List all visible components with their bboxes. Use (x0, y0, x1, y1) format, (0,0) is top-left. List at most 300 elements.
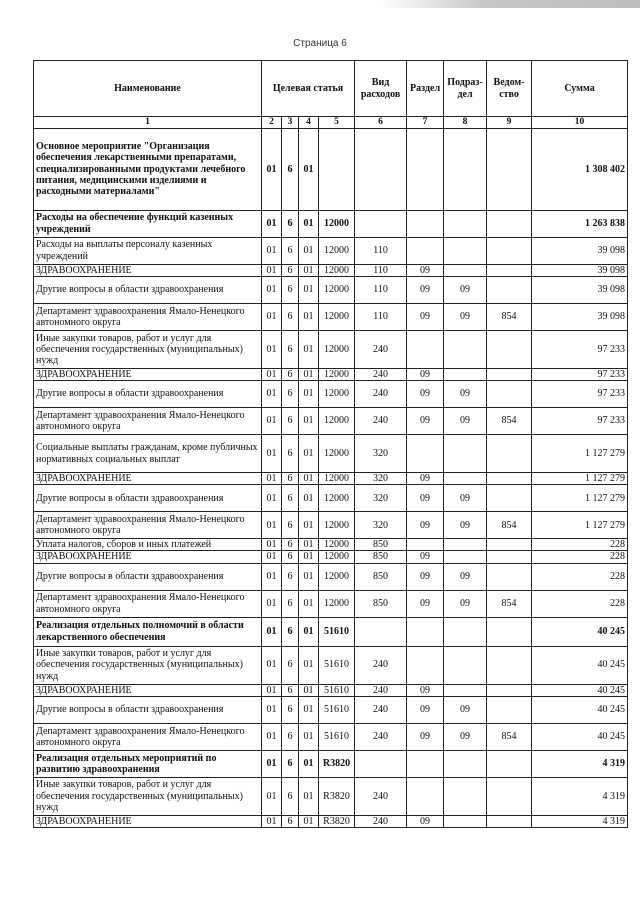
target-code-direction: 12000 (319, 485, 355, 512)
table-body (34, 128, 628, 827)
target-code-program: 01 (262, 128, 282, 210)
column-number: 4 (299, 117, 319, 129)
table-row (34, 276, 628, 303)
section-code (407, 777, 444, 815)
section-code: 09 (407, 696, 444, 723)
expense-type-code: 110 (355, 303, 407, 330)
table-row (34, 128, 628, 210)
table-row (34, 485, 628, 512)
department-code (487, 264, 532, 276)
department-code (487, 276, 532, 303)
expense-type-code: 850 (355, 590, 407, 617)
column-number: 6 (355, 117, 407, 129)
target-code-program: 01 (262, 696, 282, 723)
section-code: 09 (407, 408, 444, 435)
subsection-code: 09 (444, 303, 487, 330)
section-code (407, 435, 444, 473)
department-code (487, 330, 532, 368)
column-number: 10 (532, 117, 628, 129)
row-name: Реализация отдельных мероприятий по развитию здравоохранения (34, 750, 262, 777)
table-row (34, 777, 628, 815)
subsection-code (444, 210, 487, 237)
column-number: 9 (487, 117, 532, 129)
department-code (487, 777, 532, 815)
row-name: Иные закупки товаров, работ и услуг для обеспечения государственных (муниципальных) нужд (34, 330, 262, 368)
amount-value: 40 245 (532, 696, 628, 723)
department-code (487, 473, 532, 485)
target-code-direction: 12000 (319, 330, 355, 368)
header-name: Наименование (34, 61, 262, 117)
section-code (407, 617, 444, 646)
row-name: Социальные выплаты гражданам, кроме публичных нормативных социальных выплат (34, 435, 262, 473)
section-code: 09 (407, 473, 444, 485)
scan-edge-shadow (380, 0, 640, 8)
column-number-row (34, 117, 628, 129)
department-code (487, 485, 532, 512)
amount-value: 1 127 279 (532, 512, 628, 539)
expense-type-code: 850 (355, 551, 407, 563)
section-code: 09 (407, 303, 444, 330)
section-code (407, 750, 444, 777)
target-code-subprogram: 6 (282, 563, 299, 590)
target-code-event: 01 (299, 210, 319, 237)
target-code-subprogram: 6 (282, 276, 299, 303)
target-code-program: 01 (262, 485, 282, 512)
table-row (34, 264, 628, 276)
target-code-program: 01 (262, 512, 282, 539)
section-code: 09 (407, 381, 444, 408)
target-code-subprogram: 6 (282, 128, 299, 210)
department-code (487, 750, 532, 777)
row-name: Департамент здравоохранения Ямало-Ненецкого автономного округа (34, 590, 262, 617)
section-code: 09 (407, 551, 444, 563)
target-code-event: 01 (299, 408, 319, 435)
expense-type-code: 110 (355, 276, 407, 303)
table-row (34, 723, 628, 750)
expense-type-code (355, 210, 407, 237)
row-name: ЗДРАВООХРАНЕНИЕ (34, 368, 262, 380)
amount-value: 40 245 (532, 646, 628, 684)
table-row (34, 435, 628, 473)
target-code-direction: 51610 (319, 684, 355, 696)
target-code-subprogram: 6 (282, 539, 299, 551)
target-code-event: 01 (299, 276, 319, 303)
subsection-code: 09 (444, 408, 487, 435)
department-code (487, 381, 532, 408)
target-code-event: 01 (299, 750, 319, 777)
department-code (487, 646, 532, 684)
amount-value: 4 319 (532, 777, 628, 815)
table-row (34, 381, 628, 408)
target-code-event: 01 (299, 696, 319, 723)
target-code-direction: 12000 (319, 381, 355, 408)
target-code-direction: 12000 (319, 303, 355, 330)
subsection-code (444, 473, 487, 485)
target-code-subprogram: 6 (282, 696, 299, 723)
amount-value: 1 263 838 (532, 210, 628, 237)
target-code-program: 01 (262, 264, 282, 276)
table-row (34, 551, 628, 563)
target-code-event: 01 (299, 723, 319, 750)
department-code (487, 539, 532, 551)
row-name: Другие вопросы в области здравоохранения (34, 276, 262, 303)
target-code-subprogram: 6 (282, 368, 299, 380)
row-name: Другие вопросы в области здравоохранения (34, 381, 262, 408)
department-code: 854 (487, 408, 532, 435)
expense-type-code: 110 (355, 264, 407, 276)
target-code-event: 01 (299, 684, 319, 696)
target-code-program: 01 (262, 750, 282, 777)
target-code-program: 01 (262, 551, 282, 563)
row-name: Расходы на выплаты персоналу казенных учреждений (34, 237, 262, 264)
target-code-subprogram: 6 (282, 551, 299, 563)
target-code-program: 01 (262, 381, 282, 408)
section-code (407, 330, 444, 368)
subsection-code (444, 368, 487, 380)
subsection-code (444, 128, 487, 210)
target-code-direction (319, 128, 355, 210)
subsection-code: 09 (444, 512, 487, 539)
target-code-direction: 12000 (319, 237, 355, 264)
target-code-program: 01 (262, 617, 282, 646)
department-code (487, 551, 532, 563)
expense-type-code: 240 (355, 723, 407, 750)
expense-type-code (355, 617, 407, 646)
table-row (34, 512, 628, 539)
row-name: Другие вопросы в области здравоохранения (34, 563, 262, 590)
target-code-program: 01 (262, 590, 282, 617)
department-code: 854 (487, 512, 532, 539)
target-code-subprogram: 6 (282, 777, 299, 815)
subsection-code: 09 (444, 381, 487, 408)
target-code-program: 01 (262, 408, 282, 435)
section-code (407, 237, 444, 264)
target-code-direction: 12000 (319, 590, 355, 617)
target-code-direction: 12000 (319, 512, 355, 539)
target-code-direction: 51610 (319, 723, 355, 750)
header-amount: Сумма (532, 61, 628, 117)
amount-value: 97 233 (532, 381, 628, 408)
department-code: 854 (487, 303, 532, 330)
expense-type-code: 850 (355, 563, 407, 590)
table-row (34, 815, 628, 827)
target-code-subprogram: 6 (282, 684, 299, 696)
target-code-direction: 12000 (319, 473, 355, 485)
target-code-subprogram: 6 (282, 210, 299, 237)
subsection-code (444, 646, 487, 684)
amount-value: 40 245 (532, 617, 628, 646)
section-code: 09 (407, 368, 444, 380)
amount-value: 39 098 (532, 264, 628, 276)
amount-value: 97 233 (532, 408, 628, 435)
subsection-code: 09 (444, 485, 487, 512)
subsection-code: 09 (444, 590, 487, 617)
column-number: 3 (282, 117, 299, 129)
amount-value: 4 319 (532, 750, 628, 777)
department-code (487, 435, 532, 473)
department-code (487, 684, 532, 696)
expense-type-code: 240 (355, 815, 407, 827)
target-code-event: 01 (299, 512, 319, 539)
expense-type-code: 240 (355, 368, 407, 380)
target-code-direction: 12000 (319, 408, 355, 435)
target-code-direction: 12000 (319, 368, 355, 380)
target-code-subprogram: 6 (282, 512, 299, 539)
table-row (34, 408, 628, 435)
subsection-code (444, 539, 487, 551)
department-code (487, 563, 532, 590)
department-code: 854 (487, 723, 532, 750)
department-code (487, 696, 532, 723)
target-code-subprogram: 6 (282, 590, 299, 617)
target-code-program: 01 (262, 303, 282, 330)
header-department: Ведом-ство (487, 61, 532, 117)
table-row (34, 368, 628, 380)
row-name: ЗДРАВООХРАНЕНИЕ (34, 815, 262, 827)
target-code-subprogram: 6 (282, 723, 299, 750)
target-code-event: 01 (299, 264, 319, 276)
expense-type-code: 240 (355, 330, 407, 368)
target-code-program: 01 (262, 539, 282, 551)
row-name: Уплата налогов, сборов и иных платежей (34, 539, 262, 551)
target-code-event: 01 (299, 368, 319, 380)
subsection-code (444, 684, 487, 696)
subsection-code (444, 264, 487, 276)
target-code-direction: 12000 (319, 210, 355, 237)
target-code-direction: R3820 (319, 815, 355, 827)
table-row (34, 563, 628, 590)
expense-type-code: 320 (355, 473, 407, 485)
table-row (34, 303, 628, 330)
target-code-program: 01 (262, 815, 282, 827)
target-code-event: 01 (299, 435, 319, 473)
target-code-direction: R3820 (319, 750, 355, 777)
target-code-event: 01 (299, 539, 319, 551)
row-name: Департамент здравоохранения Ямало-Ненецкого автономного округа (34, 512, 262, 539)
subsection-code (444, 617, 487, 646)
subsection-code (444, 551, 487, 563)
target-code-subprogram: 6 (282, 303, 299, 330)
subsection-code (444, 815, 487, 827)
department-code (487, 128, 532, 210)
target-code-event: 01 (299, 381, 319, 408)
section-code (407, 539, 444, 551)
section-code (407, 646, 444, 684)
target-code-program: 01 (262, 276, 282, 303)
amount-value: 1 127 279 (532, 435, 628, 473)
target-code-direction: R3820 (319, 777, 355, 815)
target-code-direction: 51610 (319, 617, 355, 646)
target-code-direction: 12000 (319, 539, 355, 551)
expense-type-code: 240 (355, 408, 407, 435)
target-code-program: 01 (262, 368, 282, 380)
amount-value: 1 127 279 (532, 473, 628, 485)
department-code (487, 368, 532, 380)
row-name: Расходы на обеспечение функций казенных учреждений (34, 210, 262, 237)
target-code-subprogram: 6 (282, 237, 299, 264)
subsection-code: 09 (444, 276, 487, 303)
target-code-program: 01 (262, 210, 282, 237)
amount-value: 97 233 (532, 330, 628, 368)
department-code (487, 815, 532, 827)
department-code (487, 210, 532, 237)
row-name: Другие вопросы в области здравоохранения (34, 485, 262, 512)
department-code (487, 237, 532, 264)
column-number: 5 (319, 117, 355, 129)
row-name: ЗДРАВООХРАНЕНИЕ (34, 473, 262, 485)
column-number: 1 (34, 117, 262, 129)
column-number: 7 (407, 117, 444, 129)
subsection-code (444, 750, 487, 777)
section-code (407, 128, 444, 210)
table-row (34, 646, 628, 684)
target-code-direction: 12000 (319, 435, 355, 473)
amount-value: 228 (532, 590, 628, 617)
row-name: Департамент здравоохранения Ямало-Ненецкого автономного округа (34, 408, 262, 435)
target-code-direction: 51610 (319, 696, 355, 723)
target-code-subprogram: 6 (282, 646, 299, 684)
expense-type-code: 240 (355, 381, 407, 408)
table-row (34, 750, 628, 777)
expense-type-code: 240 (355, 684, 407, 696)
target-code-event: 01 (299, 303, 319, 330)
target-code-program: 01 (262, 777, 282, 815)
target-code-program: 01 (262, 646, 282, 684)
table-row (34, 210, 628, 237)
target-code-event: 01 (299, 237, 319, 264)
target-code-event: 01 (299, 815, 319, 827)
table-row (34, 330, 628, 368)
page-number: Страница 6 (293, 38, 347, 49)
target-code-program: 01 (262, 237, 282, 264)
amount-value: 40 245 (532, 684, 628, 696)
target-code-event: 01 (299, 590, 319, 617)
table-row (34, 617, 628, 646)
target-code-subprogram: 6 (282, 330, 299, 368)
amount-value: 228 (532, 551, 628, 563)
amount-value: 40 245 (532, 723, 628, 750)
target-code-subprogram: 6 (282, 381, 299, 408)
expense-type-code: 320 (355, 512, 407, 539)
target-code-subprogram: 6 (282, 473, 299, 485)
target-code-event: 01 (299, 551, 319, 563)
section-code: 09 (407, 563, 444, 590)
expense-type-code: 320 (355, 435, 407, 473)
amount-value: 228 (532, 539, 628, 551)
amount-value: 1 127 279 (532, 485, 628, 512)
row-name: Реализация отдельных полномочий в области лекарственного обеспечения (34, 617, 262, 646)
header-expense-type: Вид расходов (355, 61, 407, 117)
subsection-code (444, 330, 487, 368)
subsection-code: 09 (444, 696, 487, 723)
table-header-row (34, 61, 628, 117)
header-target-article: Целевая статья (262, 61, 355, 117)
section-code: 09 (407, 815, 444, 827)
target-code-event: 01 (299, 128, 319, 210)
amount-value: 39 098 (532, 237, 628, 264)
target-code-direction: 51610 (319, 646, 355, 684)
target-code-direction: 12000 (319, 563, 355, 590)
amount-value: 39 098 (532, 276, 628, 303)
row-name: Иные закупки товаров, работ и услуг для обеспечения государственных (муниципальных) нужд (34, 646, 262, 684)
row-name: ЗДРАВООХРАНЕНИЕ (34, 264, 262, 276)
expense-type-code: 240 (355, 696, 407, 723)
row-name: Другие вопросы в области здравоохранения (34, 696, 262, 723)
section-code: 09 (407, 684, 444, 696)
amount-value: 39 098 (532, 303, 628, 330)
section-code: 09 (407, 512, 444, 539)
target-code-event: 01 (299, 473, 319, 485)
target-code-subprogram: 6 (282, 815, 299, 827)
target-code-event: 01 (299, 485, 319, 512)
amount-value: 97 233 (532, 368, 628, 380)
section-code: 09 (407, 723, 444, 750)
row-name: Департамент здравоохранения Ямало-Ненецкого автономного округа (34, 723, 262, 750)
table-row (34, 590, 628, 617)
expense-type-code: 240 (355, 777, 407, 815)
target-code-subprogram: 6 (282, 617, 299, 646)
section-code: 09 (407, 264, 444, 276)
section-code: 09 (407, 590, 444, 617)
target-code-event: 01 (299, 330, 319, 368)
subsection-code (444, 435, 487, 473)
expense-type-code: 850 (355, 539, 407, 551)
target-code-direction: 12000 (319, 551, 355, 563)
target-code-event: 01 (299, 617, 319, 646)
row-name: ЗДРАВООХРАНЕНИЕ (34, 551, 262, 563)
target-code-subprogram: 6 (282, 435, 299, 473)
expense-type-code: 240 (355, 646, 407, 684)
expense-type-code: 110 (355, 237, 407, 264)
column-number: 8 (444, 117, 487, 129)
target-code-program: 01 (262, 435, 282, 473)
row-name: Основное мероприятие "Организация обеспечения лекарственными препаратами, специализированными продуктами лечебного питания, медицинскими изделиями и расходными материалами" (34, 128, 262, 210)
expense-type-code: 320 (355, 485, 407, 512)
section-code (407, 210, 444, 237)
target-code-program: 01 (262, 723, 282, 750)
department-code: 854 (487, 590, 532, 617)
subsection-code: 09 (444, 723, 487, 750)
table-row (34, 684, 628, 696)
target-code-event: 01 (299, 563, 319, 590)
target-code-subprogram: 6 (282, 264, 299, 276)
target-code-subprogram: 6 (282, 408, 299, 435)
target-code-direction: 12000 (319, 264, 355, 276)
row-name: Департамент здравоохранения Ямало-Ненецкого автономного округа (34, 303, 262, 330)
target-code-program: 01 (262, 473, 282, 485)
section-code: 09 (407, 485, 444, 512)
target-code-subprogram: 6 (282, 750, 299, 777)
table-row (34, 473, 628, 485)
header-section: Раздел (407, 61, 444, 117)
table-row (34, 696, 628, 723)
row-name: Иные закупки товаров, работ и услуг для обеспечения государственных (муниципальных) нужд (34, 777, 262, 815)
table-row (34, 539, 628, 551)
column-number: 2 (262, 117, 282, 129)
table-row (34, 237, 628, 264)
amount-value: 1 308 402 (532, 128, 628, 210)
target-code-subprogram: 6 (282, 485, 299, 512)
subsection-code (444, 777, 487, 815)
budget-table (33, 60, 628, 828)
target-code-event: 01 (299, 777, 319, 815)
subsection-code (444, 237, 487, 264)
row-name: ЗДРАВООХРАНЕНИЕ (34, 684, 262, 696)
expense-type-code (355, 750, 407, 777)
target-code-program: 01 (262, 684, 282, 696)
target-code-direction: 12000 (319, 276, 355, 303)
amount-value: 4 319 (532, 815, 628, 827)
